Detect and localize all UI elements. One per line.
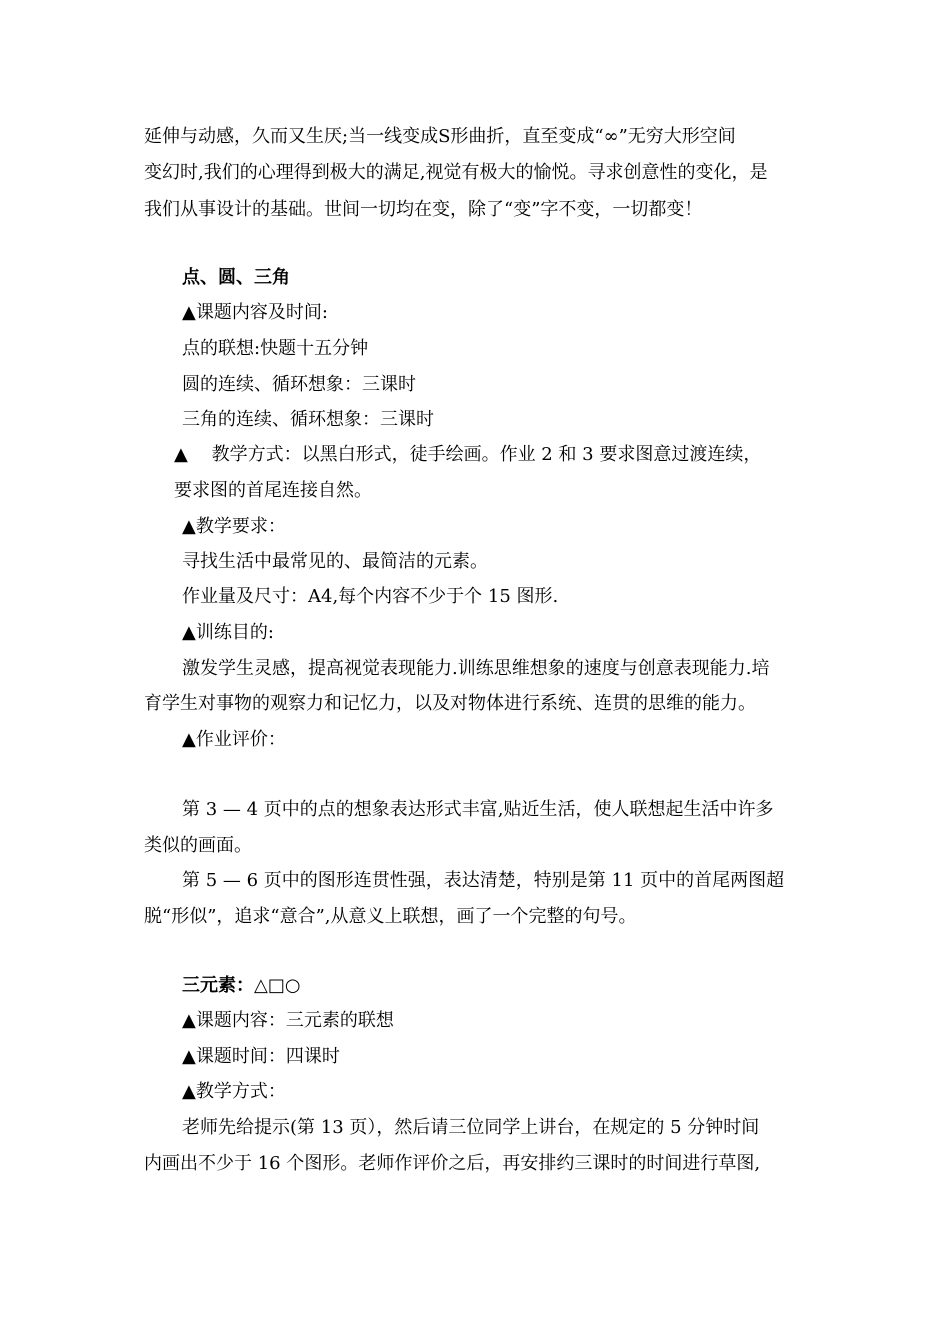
homework-evaluation-label: ▲作业评价：	[182, 729, 286, 750]
three-elements-method-line-2: 内画出不少于 16 个图形。老师作评价之后，再安排约三课时的时间进行草图,	[144, 1153, 761, 1174]
three-elements-content: ▲课题内容：三元素的联想	[182, 1010, 394, 1031]
three-elements-time: ▲课题时间：四课时	[182, 1046, 340, 1067]
teaching-method-line-1: ▲ 教学方式：以黑白形式，徒手绘画。作业 2 和 3 要求图意过渡连续，	[174, 444, 762, 465]
teaching-requirement-label: ▲教学要求：	[182, 516, 286, 537]
training-purpose-line-1: 激发学生灵感，提高视觉表现能力.训练思维想象的速度与创意表现能力.培	[182, 658, 770, 679]
content-item-3: 三角的连续、循环想象：三课时	[182, 409, 434, 430]
content-item-2: 圆的连续、循环想象：三课时	[182, 374, 416, 395]
section-heading-point-circle-triangle: 点、圆、三角	[182, 267, 290, 288]
requirement-item-2: 作业量及尺寸：A4,每个内容不少于个 15 图形.	[182, 586, 559, 607]
evaluation-para2-line-2: 脱“形似”，追求“意合”,从意义上联想，画了一个完整的句号。	[144, 906, 637, 927]
training-purpose-label: ▲训练目的:	[182, 622, 274, 643]
three-elements-method-line-1: 老师先给提示(第 13 页），然后请三位同学上讲台，在规定的 5 分钟时间	[182, 1117, 760, 1138]
intro-line-2: 变幻时,我们的心理得到极大的满足,视觉有极大的愉悦。寻求创意性的变化，是	[144, 162, 768, 183]
evaluation-para2-line-1: 第 5 — 6 页中的图形连贯性强，表达清楚，特别是第 11 页中的首尾两图超	[182, 870, 785, 891]
intro-line-3: 我们从事设计的基础。世间一切均在变，除了“变”字不变，一切都变！	[144, 199, 703, 220]
section-heading-three-elements: 三元素：△□○	[182, 975, 301, 996]
teaching-method-line-2: 要求图的首尾连接自然。	[174, 480, 372, 501]
content-item-1: 点的联想:快题十五分钟	[182, 338, 369, 359]
evaluation-para1-line-1: 第 3 — 4 页中的点的想象表达形式丰富,贴近生活，使人联想起生活中许多	[182, 799, 774, 820]
content-time-label: ▲课题内容及时间:	[182, 302, 328, 323]
evaluation-para1-line-2: 类似的画面。	[144, 835, 252, 856]
intro-line-1: 延伸与动感，久而又生厌;当一线变成S形曲折，直至变成“∞”无穷大形空间	[144, 126, 736, 147]
three-elements-method-label: ▲教学方式：	[182, 1081, 286, 1102]
training-purpose-line-2: 育学生对事物的观察力和记忆力，以及对物体进行系统、连贯的思维的能力。	[144, 693, 756, 714]
requirement-item-1: 寻找生活中最常见的、最简洁的元素。	[182, 551, 488, 572]
